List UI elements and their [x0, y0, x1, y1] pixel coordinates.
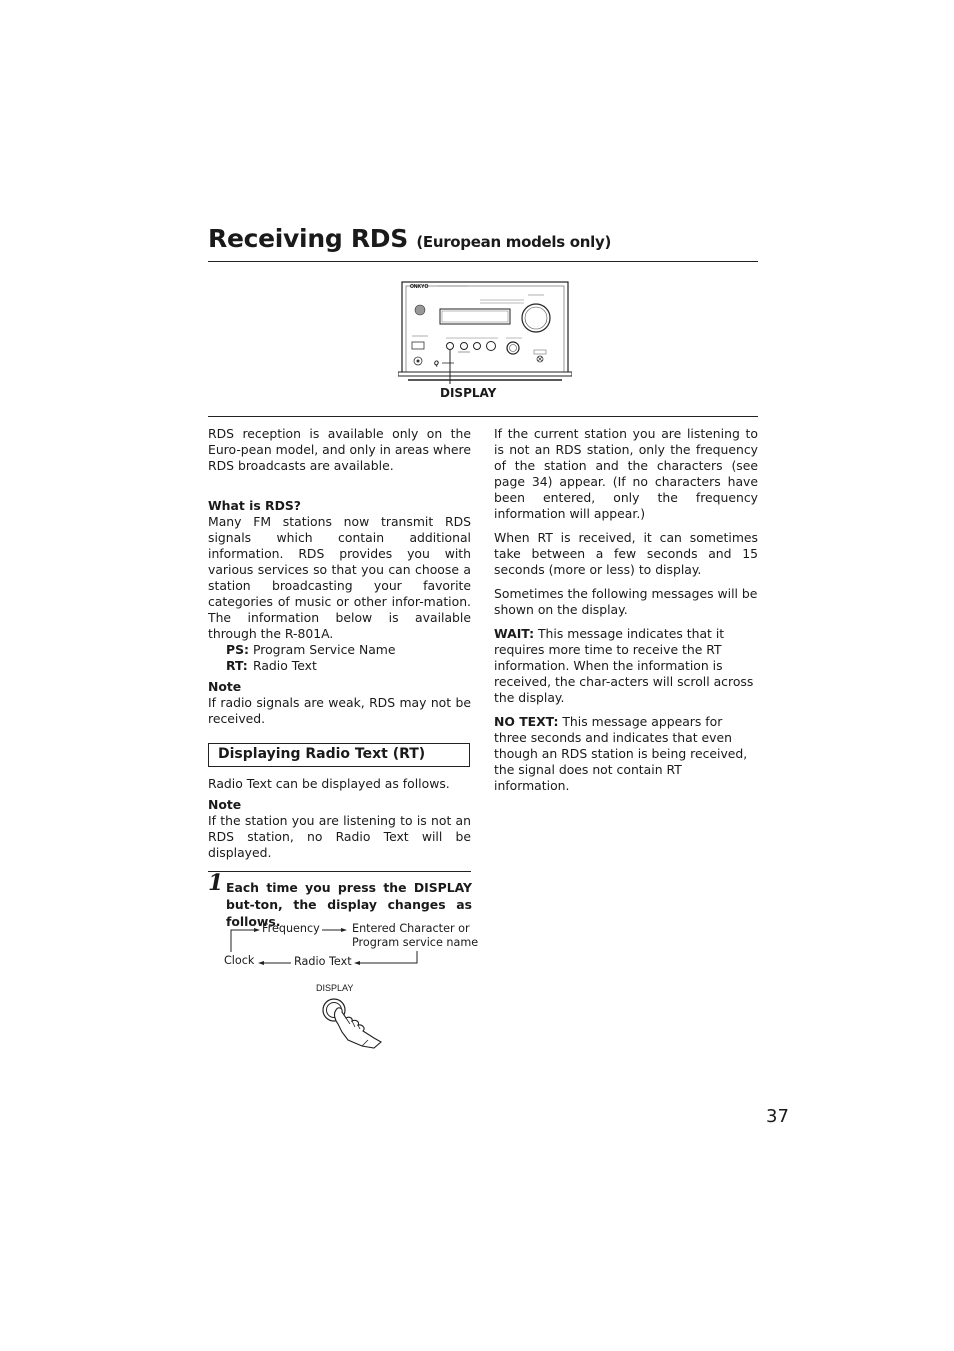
notext-term: NO TEXT: [494, 714, 559, 729]
flow-entered-line1: Entered Character or [352, 922, 470, 935]
notext-message-entry [494, 714, 758, 794]
page-number: 37 [766, 1106, 789, 1127]
display-callout-label: DISPLAY [440, 386, 497, 400]
title-subtitle: (European models only) [416, 233, 612, 251]
definition-term: RT: [226, 658, 248, 673]
definition-term: PS: [226, 642, 249, 657]
wait-message-entry [494, 626, 758, 706]
hand-pressing-button-icon [318, 996, 388, 1050]
step-number: 1 [208, 870, 224, 896]
section-rule [208, 416, 758, 417]
display-button-label: DISPLAY [316, 983, 354, 993]
step-instruction: Each time you press the DISPLAY but-ton, the display changes as follows. [226, 880, 472, 929]
right-paragraph-1: If the current station you are listening to is not an RDS station, only the frequency of the station and the characters (see page 34) appear. (If no characters have been entered, only the frequency information will appear.) [494, 426, 758, 521]
note-heading: Note [208, 679, 242, 694]
left-column [208, 426, 471, 474]
receiver-front-panel [398, 280, 572, 384]
title-rule [208, 261, 758, 262]
receiver-illustration [398, 280, 572, 384]
note-body: If radio signals are weak, RDS may not be received. [208, 695, 471, 726]
notext-desc: This message appears for three seconds and indicates that even though an RDS station is being received, the signal does not contain RT information. [494, 714, 748, 793]
svg-text:Q: Q [434, 361, 439, 367]
title-main: Receiving RDS [208, 224, 408, 253]
right-column [494, 426, 758, 794]
right-paragraph-3: Sometimes the following messages will be shown on the display. [494, 586, 758, 617]
right-paragraph-2: When RT is received, it can sometimes take between a few seconds and 15 seconds (more or less) to display. [494, 530, 758, 577]
display-cycle-diagram [222, 918, 479, 974]
section-intro: Radio Text can be displayed as follows. [208, 776, 450, 791]
note-heading: Note [208, 797, 242, 812]
flow-radio-text: Radio Text [294, 955, 352, 968]
what-is-rds-body: Many FM stations now transmit RDS signals which contain additional information. RDS provides you with various services so that you can choose a station broadcasting your favorite categories of music or other infor-mation. The information below is available through the R-801A. [208, 514, 471, 641]
section-intro-block [208, 776, 471, 792]
definition-ps [226, 642, 471, 658]
page-title [208, 224, 611, 253]
note-body: If the station you are listening to is not an RDS station, no Radio Text will be displayed. [208, 813, 471, 860]
flow-entered-line2: Program service name [352, 936, 479, 949]
definition-rt [226, 658, 471, 674]
section-heading-box [208, 743, 470, 767]
note-block-2 [208, 797, 471, 861]
wait-term: WAIT: [494, 626, 535, 641]
step-rule [208, 871, 471, 872]
note-block-1 [208, 679, 471, 727]
definitions-list [208, 642, 471, 674]
intro-paragraph: RDS reception is available only on the Euro-pean model, and only in areas where RDS broadcasts are available. [208, 426, 471, 473]
wait-desc: This message indicates that it requires more time to receive the RT information. When the information is received, the char-acters will scroll across the display. [494, 626, 754, 705]
flow-clock: Clock [224, 954, 255, 967]
what-is-rds-heading: What is RDS? [208, 498, 301, 513]
definition-desc: Radio Text [253, 658, 317, 673]
definition-desc: Program Service Name [253, 642, 396, 657]
what-is-rds-block [208, 498, 471, 674]
flow-frequency: Frequency [262, 922, 320, 935]
brand-logo-text: ONKYO [410, 284, 429, 290]
section-heading: Displaying Radio Text (RT) [218, 746, 426, 762]
